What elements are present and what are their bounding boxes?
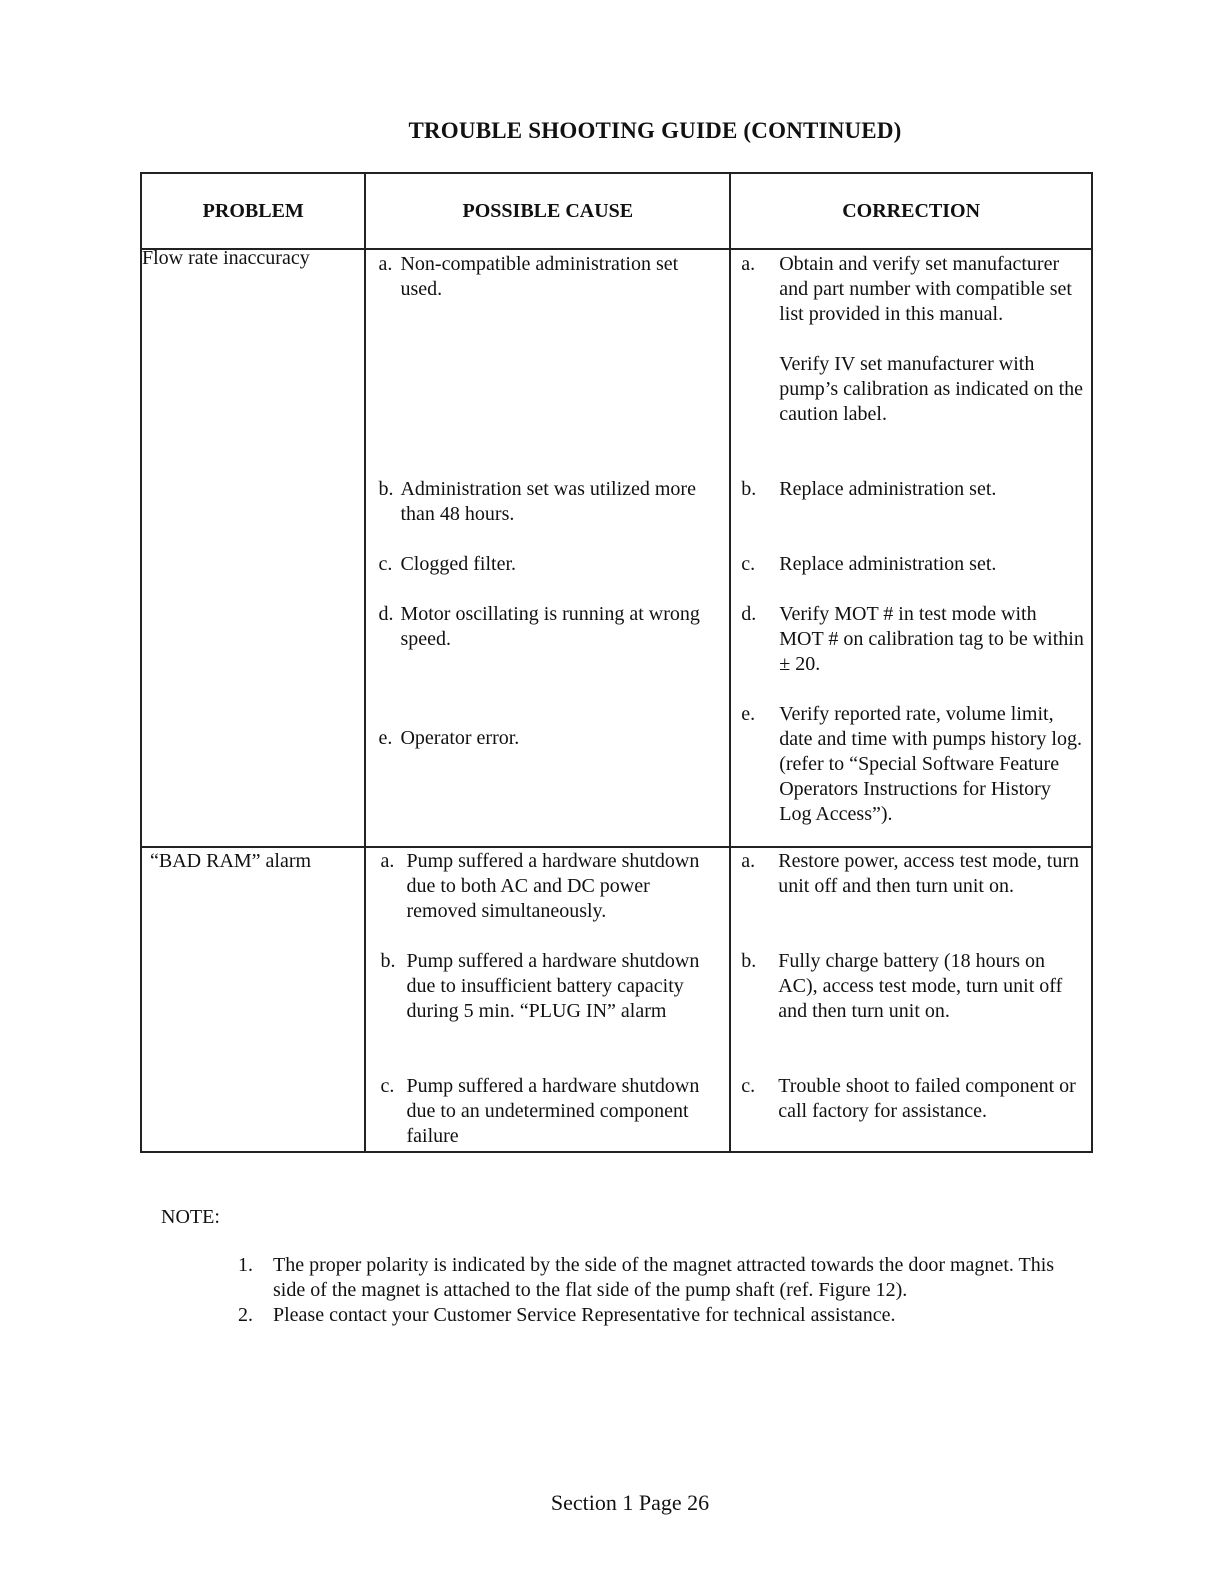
table-header-row [141, 173, 1092, 249]
cause-item: b. Pump suffered a hardware shutdown due to insufficient battery capacity during 5 min. “PLUG IN” alarm [380, 950, 700, 1022]
correction-item: b. Replace administration set. [741, 478, 997, 500]
header-correction: CORRECTION [730, 173, 1092, 249]
note-heading: NOTE: [161, 1206, 220, 1228]
table-row [141, 249, 1092, 847]
table-row [141, 847, 1092, 1152]
correction-item: c. Replace administration set. [741, 553, 997, 575]
correction-cell [730, 249, 1092, 847]
correction-item: d. Verify MOT # in test mode with MOT # on calibration tag to be within ± 20. [741, 603, 1084, 675]
header-problem: PROBLEM [141, 173, 365, 249]
list-item: 2. Please contact your Customer Service Representative for technical assistance. [238, 1304, 896, 1326]
problem-cell [141, 249, 365, 847]
cause-item: e. Operator error. [378, 727, 520, 749]
notes-section [161, 1205, 1058, 1328]
problem-text: “BAD RAM” alarm [150, 850, 312, 872]
problem-text: Flow rate inaccuracy [142, 247, 310, 269]
cause-cell [365, 249, 730, 847]
page-title: TROUBLE SHOOTING GUIDE (CONTINUED) [408, 118, 902, 143]
cause-item: c. Clogged filter. [378, 553, 517, 575]
troubleshooting-table [140, 172, 1093, 1153]
correction-item: e. Verify reported rate, volume limit, date and time with pumps history log. (refer to “Special Software Feature Operators Instructions for History Log Access”). [741, 703, 1082, 825]
correction-cell [730, 847, 1092, 1152]
cause-item: d. Motor oscillating is running at wrong speed. [378, 603, 700, 650]
correction-item: b. Fully charge battery (18 hours on AC), access test mode, turn unit off and then turn unit on. [741, 950, 1063, 1022]
header-possible-cause: POSSIBLE CAUSE [365, 173, 730, 249]
cause-item: a. Non-compatible administration set used. [378, 253, 679, 300]
correction-item: a. Restore power, access test mode, turn unit off and then turn unit on. [741, 850, 1080, 897]
cause-item: c. Pump suffered a hardware shutdown due to an undetermined component failure [380, 1075, 700, 1147]
cause-cell [365, 847, 730, 1152]
note-list [161, 1253, 1058, 1328]
cause-item: b. Administration set was utilized more than 48 hours. [378, 478, 696, 525]
correction-item: c. Trouble shoot to failed component or call factory for assistance. [741, 1075, 1076, 1122]
problem-cell [141, 847, 365, 1152]
list-item: 1. The proper polarity is indicated by the side of the magnet attracted towards the door magnet. This side of the magnet is attached to the flat side of the pump shaft (ref. Figure 12). [238, 1254, 1055, 1301]
correction-item: a. Obtain and verify set manufacturer and part number with compatible set list provided in this manual. Verify IV set manufacturer with pump’s calibration as indicated on the caution label. [741, 253, 1084, 425]
page-footer: Section 1 Page 26 [550, 1490, 710, 1515]
cause-item: a. Pump suffered a hardware shutdown due to both AC and DC power removed simultaneously. [380, 850, 700, 922]
